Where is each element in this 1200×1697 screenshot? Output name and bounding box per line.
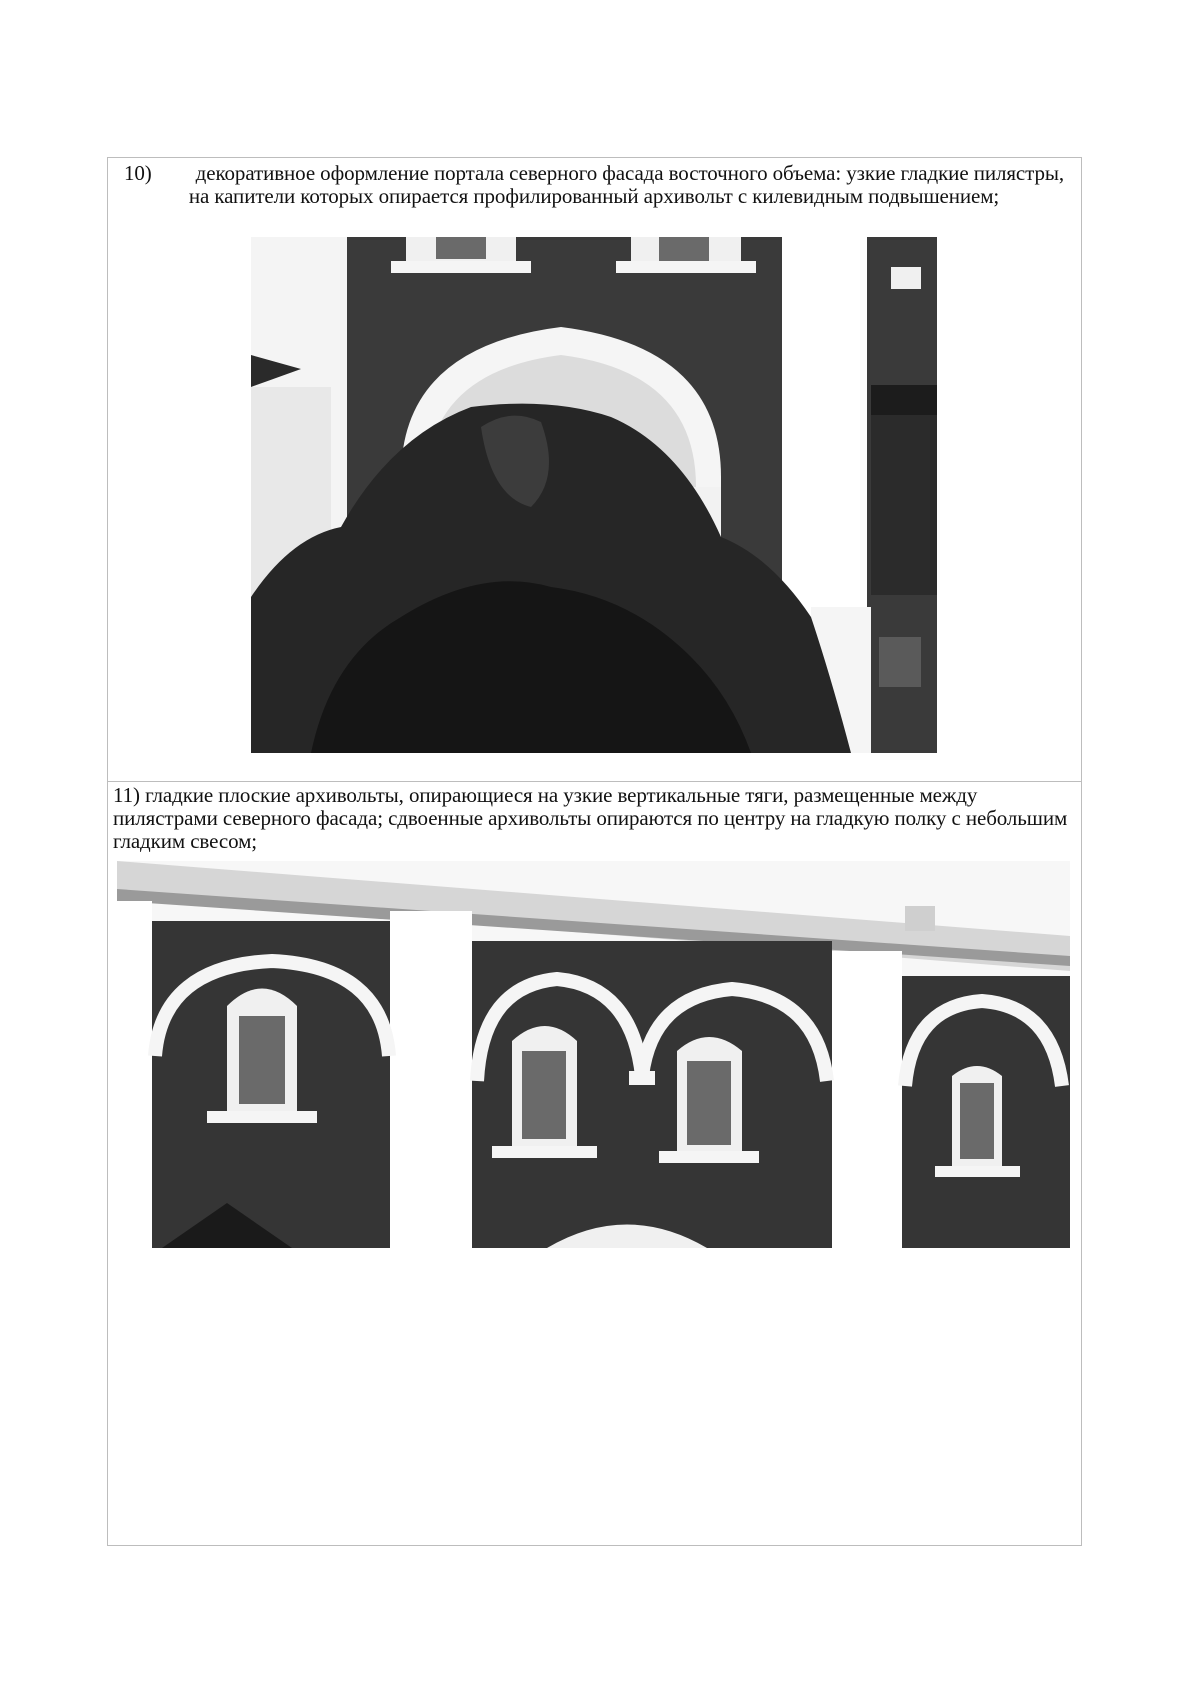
table-row-divider: [107, 781, 1082, 782]
item-10-text: декоративное оформление портала северного фасада восточного объема: узкие гладкие пилястры, на капители которых опирается профилированный архивольт с килевидным подвышением;: [188, 161, 1065, 208]
item-10-number: 10): [123, 161, 152, 185]
portal-photo: [251, 237, 937, 753]
item-10-caption: [114, 162, 1074, 208]
facade-photo: [117, 861, 1070, 1248]
item-11-caption: 11) гладкие плоские архивольты, опирающиеся на узкие вертикальные тяги, размещенные между пилястрами северного фасада; сдвоенные архивольты опираются по центру на гладкую полку с небольшим гладким свесом;: [113, 783, 1068, 853]
